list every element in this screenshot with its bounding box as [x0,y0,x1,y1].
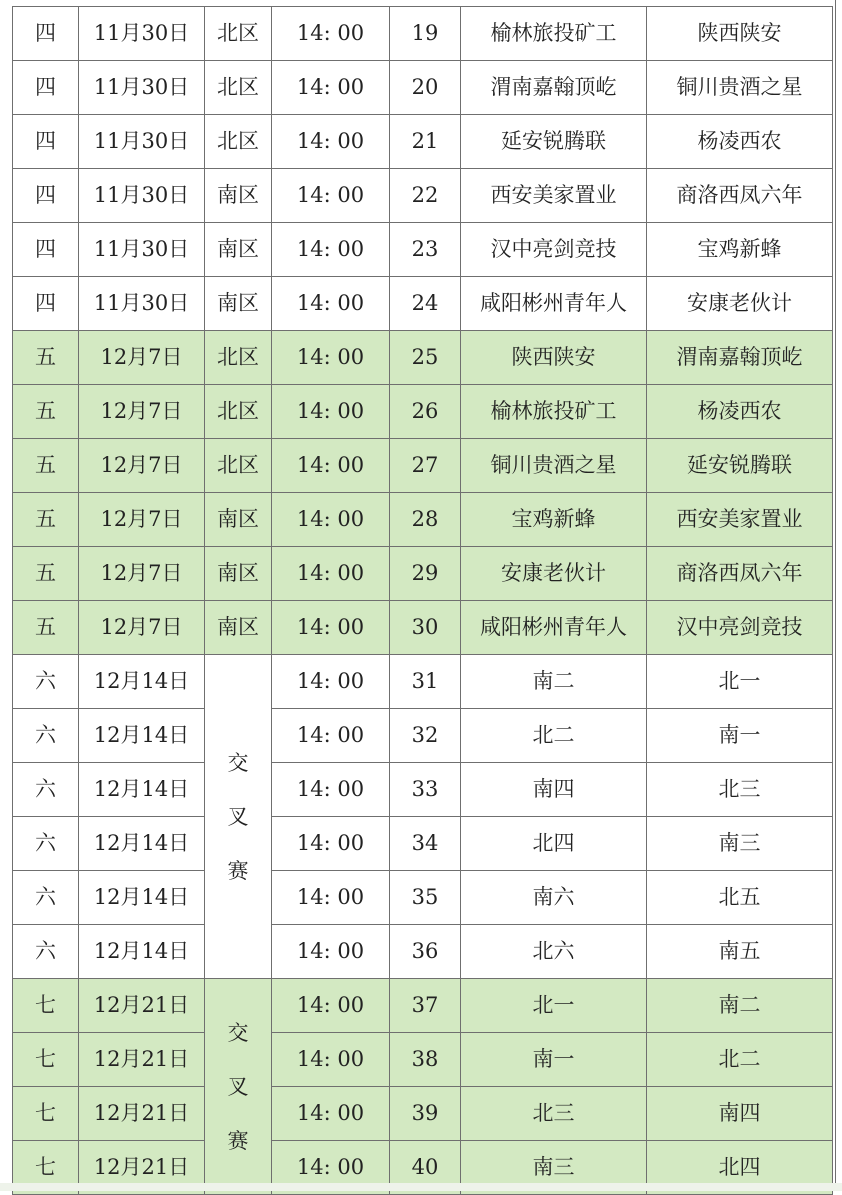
time-cell: 14: 00 [272,61,390,115]
table-row [13,223,833,277]
table-row [13,1087,833,1141]
away-team-cell: 南四 [647,1087,833,1141]
date-cell: 12月7日 [79,385,205,439]
round-cell: 四 [13,169,79,223]
match-number-cell: 29 [390,547,461,601]
date-cell: 12月7日 [79,601,205,655]
zone-cell: 南区 [205,547,272,601]
time-cell: 14: 00 [272,7,390,61]
table-right-edge [835,0,836,1191]
table-row [13,871,833,925]
match-number-cell: 34 [390,817,461,871]
zone-cell-cross-match [205,979,272,1195]
round-cell: 七 [13,1141,79,1195]
match-number-cell: 22 [390,169,461,223]
zone-cell: 北区 [205,7,272,61]
date-cell: 11月30日 [79,223,205,277]
away-team-cell: 商洛西凤六年 [647,547,833,601]
time-cell: 14: 00 [272,925,390,979]
date-cell: 12月7日 [79,439,205,493]
round-cell: 四 [13,277,79,331]
round-cell: 四 [13,115,79,169]
away-team-cell: 杨凌西农 [647,385,833,439]
date-cell: 12月7日 [79,547,205,601]
round-cell: 六 [13,925,79,979]
date-cell: 12月21日 [79,979,205,1033]
table-row [13,169,833,223]
zone-label: 交叉赛 [227,750,249,883]
home-team-cell: 渭南嘉翰顶屹 [461,61,647,115]
home-team-cell: 西安美家置业 [461,169,647,223]
time-cell: 14: 00 [272,115,390,169]
table-row [13,61,833,115]
zone-cell-cross-match [205,655,272,979]
date-cell: 11月30日 [79,169,205,223]
match-number-cell: 40 [390,1141,461,1195]
away-team-cell: 北一 [647,655,833,709]
round-cell: 四 [13,7,79,61]
date-cell: 12月21日 [79,1087,205,1141]
match-number-cell: 25 [390,331,461,385]
match-number-cell: 30 [390,601,461,655]
away-team-cell: 南五 [647,925,833,979]
time-cell: 14: 00 [272,169,390,223]
time-cell: 14: 00 [272,439,390,493]
away-team-cell: 渭南嘉翰顶屹 [647,331,833,385]
match-number-cell: 39 [390,1087,461,1141]
away-team-cell: 西安美家置业 [647,493,833,547]
date-cell: 12月14日 [79,871,205,925]
date-cell: 12月21日 [79,1141,205,1195]
match-number-cell: 35 [390,871,461,925]
match-number-cell: 19 [390,7,461,61]
time-cell: 14: 00 [272,547,390,601]
date-cell: 11月30日 [79,277,205,331]
zone-cell: 北区 [205,61,272,115]
home-team-cell: 南四 [461,763,647,817]
date-cell: 12月14日 [79,817,205,871]
date-cell: 12月14日 [79,763,205,817]
zone-cell: 北区 [205,385,272,439]
zone-cell: 北区 [205,439,272,493]
away-team-cell: 北二 [647,1033,833,1087]
away-team-cell: 北四 [647,1141,833,1195]
time-cell: 14: 00 [272,1141,390,1195]
home-team-cell: 北三 [461,1087,647,1141]
away-team-cell: 南二 [647,979,833,1033]
zone-cell: 南区 [205,169,272,223]
table-row [13,331,833,385]
round-cell: 七 [13,979,79,1033]
round-cell: 五 [13,493,79,547]
away-team-cell: 南一 [647,709,833,763]
time-cell: 14: 00 [272,655,390,709]
round-cell: 四 [13,223,79,277]
zone-cell: 南区 [205,601,272,655]
away-team-cell: 南三 [647,817,833,871]
table-row [13,655,833,709]
time-cell: 14: 00 [272,223,390,277]
match-number-cell: 31 [390,655,461,709]
match-number-cell: 24 [390,277,461,331]
round-cell: 七 [13,1033,79,1087]
date-cell: 12月14日 [79,709,205,763]
table-row [13,7,833,61]
home-team-cell: 榆林旅投矿工 [461,7,647,61]
time-cell: 14: 00 [272,817,390,871]
home-team-cell: 延安锐腾联 [461,115,647,169]
schedule-body [13,7,833,1195]
date-cell: 12月14日 [79,925,205,979]
table-row [13,439,833,493]
match-number-cell: 28 [390,493,461,547]
table-row [13,601,833,655]
round-cell: 六 [13,709,79,763]
match-number-cell: 38 [390,1033,461,1087]
home-team-cell: 陕西陕安 [461,331,647,385]
round-cell: 五 [13,385,79,439]
table-row [13,763,833,817]
time-cell: 14: 00 [272,979,390,1033]
match-number-cell: 20 [390,61,461,115]
table-row [13,385,833,439]
away-team-cell: 汉中亮剑竞技 [647,601,833,655]
time-cell: 14: 00 [272,763,390,817]
home-team-cell: 汉中亮剑竞技 [461,223,647,277]
date-cell: 12月21日 [79,1033,205,1087]
zone-cell: 南区 [205,493,272,547]
away-team-cell: 铜川贵酒之星 [647,61,833,115]
match-number-cell: 27 [390,439,461,493]
time-cell: 14: 00 [272,1087,390,1141]
home-team-cell: 铜川贵酒之星 [461,439,647,493]
match-schedule-table [12,6,833,1195]
table-row [13,709,833,763]
table-row [13,817,833,871]
away-team-cell: 安康老伙计 [647,277,833,331]
date-cell: 12月7日 [79,331,205,385]
away-team-cell: 北三 [647,763,833,817]
round-cell: 五 [13,601,79,655]
zone-cell: 北区 [205,331,272,385]
time-cell: 14: 00 [272,277,390,331]
date-cell: 11月30日 [79,61,205,115]
time-cell: 14: 00 [272,493,390,547]
zone-label: 交叉赛 [227,1020,249,1153]
away-team-cell: 宝鸡新蜂 [647,223,833,277]
round-cell: 五 [13,331,79,385]
date-cell: 12月14日 [79,655,205,709]
match-number-cell: 37 [390,979,461,1033]
away-team-cell: 陕西陕安 [647,7,833,61]
home-team-cell: 榆林旅投矿工 [461,385,647,439]
match-number-cell: 36 [390,925,461,979]
table-row [13,493,833,547]
match-number-cell: 23 [390,223,461,277]
zone-cell: 北区 [205,115,272,169]
bottom-edge-shade [0,1183,842,1191]
table-row [13,277,833,331]
round-cell: 五 [13,439,79,493]
home-team-cell: 安康老伙计 [461,547,647,601]
table-row [13,925,833,979]
match-number-cell: 21 [390,115,461,169]
away-team-cell: 商洛西凤六年 [647,169,833,223]
time-cell: 14: 00 [272,709,390,763]
home-team-cell: 北一 [461,979,647,1033]
table-row [13,1033,833,1087]
round-cell: 七 [13,1087,79,1141]
home-team-cell: 北六 [461,925,647,979]
round-cell: 六 [13,655,79,709]
home-team-cell: 南二 [461,655,647,709]
home-team-cell: 咸阳彬州青年人 [461,601,647,655]
round-cell: 六 [13,763,79,817]
table-row [13,115,833,169]
home-team-cell: 南三 [461,1141,647,1195]
time-cell: 14: 00 [272,601,390,655]
time-cell: 14: 00 [272,331,390,385]
time-cell: 14: 00 [272,385,390,439]
time-cell: 14: 00 [272,871,390,925]
zone-cell: 南区 [205,277,272,331]
zone-cell: 南区 [205,223,272,277]
match-number-cell: 26 [390,385,461,439]
home-team-cell: 南六 [461,871,647,925]
round-cell: 六 [13,871,79,925]
home-team-cell: 南一 [461,1033,647,1087]
round-cell: 六 [13,817,79,871]
home-team-cell: 宝鸡新蜂 [461,493,647,547]
match-number-cell: 32 [390,709,461,763]
home-team-cell: 北四 [461,817,647,871]
round-cell: 四 [13,61,79,115]
match-number-cell: 33 [390,763,461,817]
date-cell: 11月30日 [79,115,205,169]
date-cell: 11月30日 [79,7,205,61]
away-team-cell: 杨凌西农 [647,115,833,169]
time-cell: 14: 00 [272,1033,390,1087]
table-row [13,547,833,601]
date-cell: 12月7日 [79,493,205,547]
home-team-cell: 北二 [461,709,647,763]
away-team-cell: 延安锐腾联 [647,439,833,493]
away-team-cell: 北五 [647,871,833,925]
round-cell: 五 [13,547,79,601]
home-team-cell: 咸阳彬州青年人 [461,277,647,331]
table-row [13,979,833,1033]
